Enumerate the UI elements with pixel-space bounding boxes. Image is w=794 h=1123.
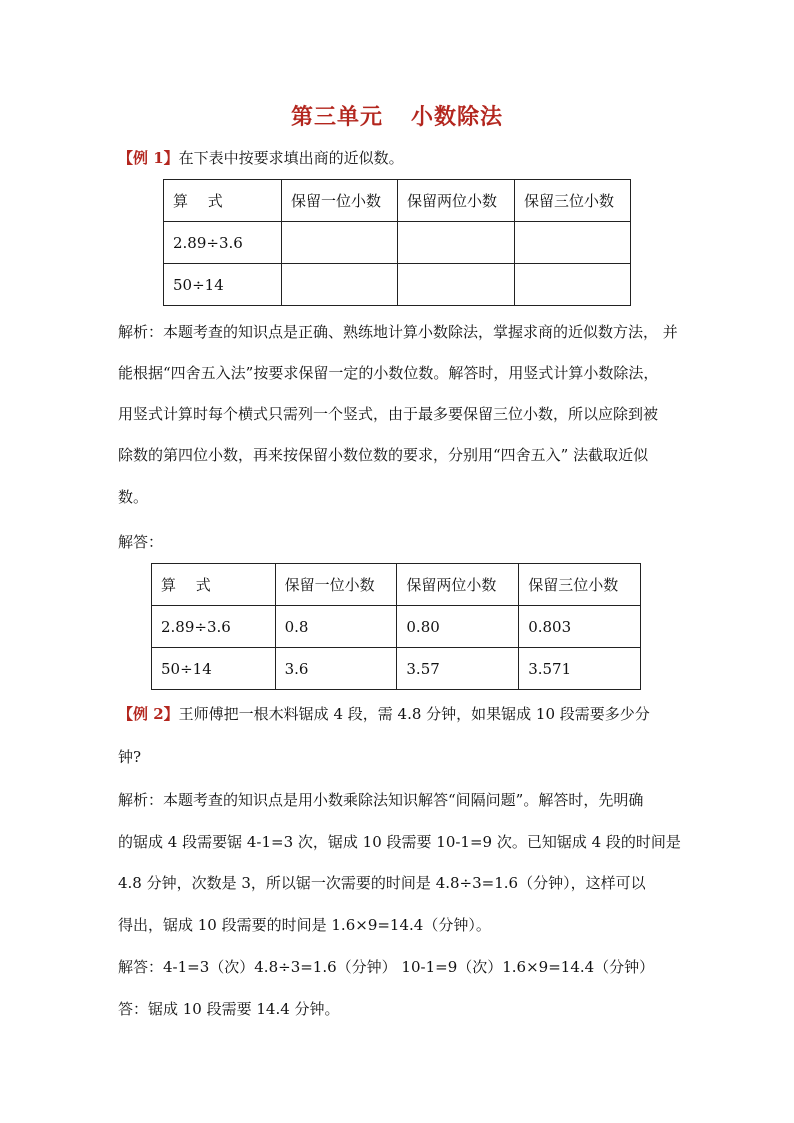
table-row <box>164 222 631 264</box>
table-cell: 50÷14 <box>152 648 276 690</box>
example2-question-cont: 钟? <box>118 748 142 766</box>
table-header-cell: 保留两位小数 <box>397 564 519 606</box>
table-cell-blank <box>398 264 515 306</box>
analysis-line: 的锯成 4 段需要锯 4-1=3 次，锯成 10 段需要 10-1=9 次。已知锯成 4 段的时间是 <box>118 833 681 851</box>
table-cell: 50÷14 <box>164 264 282 306</box>
answer-table <box>151 563 641 690</box>
table-cell: 0.803 <box>519 606 641 648</box>
table-cell: 0.80 <box>397 606 519 648</box>
analysis-line: 能根据“四舍五入法”按要求保留一定的小数位数。解答时，用竖式计算小数除法， <box>118 364 659 382</box>
table-header-cell: 保留一位小数 <box>282 180 398 222</box>
table-header-cell: 保留三位小数 <box>519 564 641 606</box>
table-header-row <box>152 564 641 606</box>
table-cell-blank <box>515 222 631 264</box>
table-cell-blank <box>282 264 398 306</box>
table-row <box>152 648 641 690</box>
title-unit: 第三单元 <box>290 104 383 130</box>
example1-question-text: 在下表中按要求填出商的近似数。 <box>178 149 404 167</box>
example1-question <box>118 148 404 168</box>
table-cell: 3.6 <box>275 648 397 690</box>
table-row <box>164 264 631 306</box>
table-header-cell: 保留两位小数 <box>398 180 515 222</box>
table-cell: 2.89÷3.6 <box>152 606 276 648</box>
page-title <box>0 100 794 131</box>
example1-tag: 【例 1】 <box>118 149 179 167</box>
analysis-line: 得出，锯成 10 段需要的时间是 1.6×9=14.4（分钟）。 <box>118 916 491 934</box>
example2-question-text: 王师傅把一根木料锯成 4 段，需 4.8 分钟，如果锯成 10 段需要多少分 <box>178 705 650 723</box>
table-header-cell: 算 式 <box>164 180 282 222</box>
table-cell: 2.89÷3.6 <box>164 222 282 264</box>
table-header-cell: 保留三位小数 <box>515 180 631 222</box>
analysis-line: 数。 <box>118 488 149 506</box>
example2-tag: 【例 2】 <box>118 705 179 723</box>
answer-label: 解答： <box>118 533 164 551</box>
final-answer: 答：锯成 10 段需要 14.4 分钟。 <box>118 1000 340 1018</box>
table-cell-blank <box>515 264 631 306</box>
table-header-cell: 保留一位小数 <box>275 564 397 606</box>
title-topic: 小数除法 <box>411 104 504 130</box>
analysis-line: 解析：本题考查的知识点是用小数乘除法知识解答“间隔问题”。解答时，先明确 <box>118 791 644 809</box>
table-cell: 3.57 <box>397 648 519 690</box>
analysis-line: 除数的第四位小数，再来按保留小数位数的要求，分别用“四舍五入” 法截取近似 <box>118 446 649 464</box>
analysis-line: 解析：本题考查的知识点是正确、熟练地计算小数除法，掌握求商的近似数方法， 并 <box>118 323 678 341</box>
solution-line: 解答：4-1=3（次）4.8÷3=1.6（分钟） 10-1=9（次）1.6×9=14.4（分钟） <box>118 958 655 976</box>
example2-question <box>118 704 650 724</box>
table-cell-blank <box>282 222 398 264</box>
analysis-line: 4.8 分钟，次数是 3，所以锯一次需要的时间是 4.8÷3=1.6（分钟），这样可以 <box>118 874 646 892</box>
table-cell-blank <box>398 222 515 264</box>
table-cell: 3.571 <box>519 648 641 690</box>
table-header-row <box>164 180 631 222</box>
question-table <box>163 179 631 306</box>
table-cell: 0.8 <box>275 606 397 648</box>
analysis-line: 用竖式计算时每个横式只需列一个竖式，由于最多要保留三位小数，所以应除到被 <box>118 405 659 423</box>
table-row <box>152 606 641 648</box>
table-header-cell: 算 式 <box>152 564 276 606</box>
